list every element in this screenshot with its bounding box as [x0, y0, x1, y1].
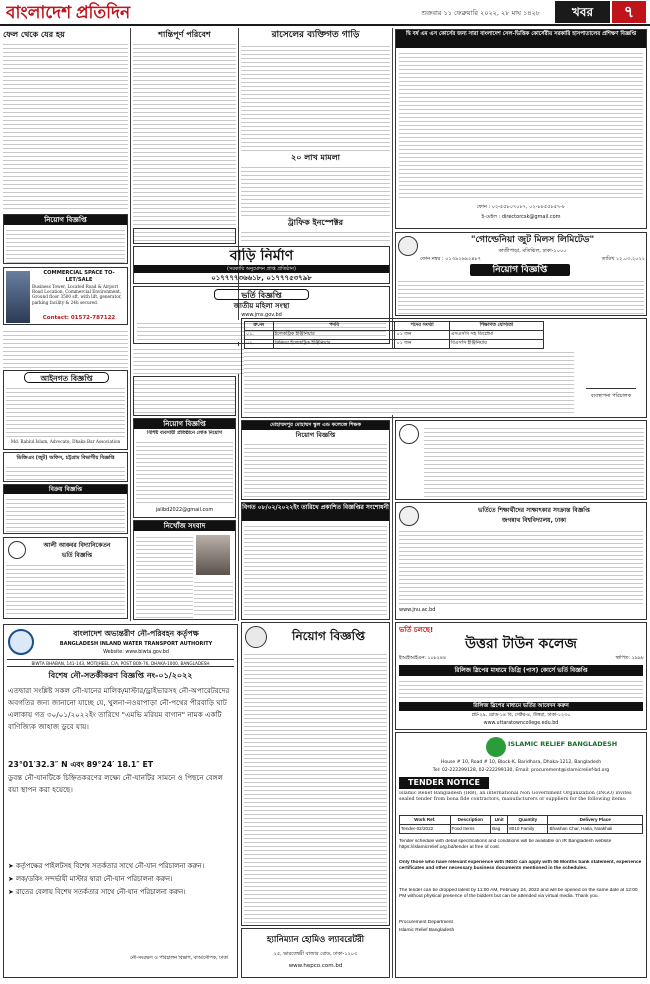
- table-cell: ইলেকট্রিক ইঞ্জিনিয়ার: [273, 331, 395, 340]
- teacher-recruit-notice: [241, 420, 390, 500]
- biwta-signer: নৌ-সংরক্ষণ ও পরিচালন বিভাগ, বাআনৌপক, ঢাকা: [130, 956, 228, 961]
- table-cell: সিনিয়র ইলেকট্রিক ইঞ্জিনিয়ার: [273, 340, 395, 349]
- col1-notice-box: [3, 214, 128, 264]
- university-notice: [395, 502, 647, 620]
- table-cell: ০১ জন: [395, 331, 449, 340]
- table-cell: ০১ জন: [395, 340, 449, 349]
- col2-recruit-title: নিয়োগ বিজ্ঞপ্তি: [134, 419, 235, 429]
- tender-cell: Bag: [491, 825, 508, 834]
- tender-signer-2: Islamic Relief Bangladesh: [399, 928, 455, 933]
- biwta-org-en: BANGLADESH INLAND WATER TRANSPORT AUTHORITY: [59, 641, 213, 647]
- section-label: খবর: [555, 1, 610, 23]
- land-ad-subtitle: (সরকারি অনুমোদন প্রাপ্ত প্রতিষ্ঠান): [134, 265, 389, 273]
- list-item: ➤ লক/ডকিং সন্দর্ভাযী মাস্টার দ্বারা নৌ-যান পরিচালনা করুন।: [8, 875, 173, 883]
- land-ad-title: বাড়ি নির্মাণ: [229, 248, 294, 264]
- table-cell: ০২.: [245, 340, 274, 349]
- missing-person-notice: [133, 520, 236, 620]
- islamic-relief-logo: [486, 737, 506, 757]
- land-notice-logo: [399, 424, 419, 444]
- jute-mills-table-wrap: [241, 318, 647, 418]
- correction-notice: [241, 502, 390, 620]
- institute-contact: ফোন : ০২-৫৫৮০৭০৮৭, ০২-৮৮৫৫৮৫৭-৮: [476, 204, 566, 210]
- jute-division-notice: [3, 452, 128, 482]
- jute-mills-phone: ফোন নম্বর : ০১৩৯২৬৯২৪৮৭: [420, 256, 481, 262]
- land-ad: [133, 246, 390, 284]
- table-cell: বিএসসি ইঞ্জিনিয়ার: [449, 340, 543, 349]
- table-row: [245, 331, 544, 340]
- tender-body: Tender schedule with detail specifications and conditions will be available on IR Bangladesh website https://islamicrelief.org.bd/tender at free of cost.: [399, 839, 612, 850]
- table-row: [245, 340, 544, 349]
- school-admission-notice: [3, 537, 128, 619]
- list-item: ➤ রাতের বেলায় বিশেষ সতর্কতার সাথে নৌ-যান পরিচালনা করুন।: [8, 888, 186, 896]
- missing-person-title: নিখোঁজ সংবাদ: [134, 521, 235, 531]
- tender-body-bold: Only those who have relevant experience with INGO can apply with 06 Months bank statement, experience certificates and other necessary business documents mentioned in the schedules.: [399, 860, 642, 871]
- uttara-release-banner-2: রিলিজ স্লিপের মাধ্যমে ভর্তির আবেদন করুন: [399, 702, 643, 711]
- law-notice: [3, 370, 128, 450]
- uttara-eiin: ইআইআইএন: ১০৮২৪৪: [399, 656, 447, 661]
- col2-recruit-notice: [133, 418, 236, 518]
- uttara-release-banner: রিলিজ স্লিপের মাধ্যমে ডিগ্রি (পাস) কোর্সে ভর্তি বিজ্ঞপ্তি: [399, 665, 643, 676]
- biwta-bullet-list: [8, 861, 233, 951]
- land-ad-phone: ০১৭৭৭৭৩৬৬১৮, ০১৭৭৭৫৩৭৯৮: [211, 274, 312, 282]
- tender-org-address: House # 10, Road # 10, Block-K, Baridhara, Dhaka-1212, Bangladesh: [440, 760, 602, 765]
- govt-logo: [245, 626, 267, 648]
- admission-title: ভর্তি বিজ্ঞপ্তি: [214, 289, 309, 300]
- missing-person-photo: [196, 535, 230, 575]
- biwta-body: এতদ্বারা সংশ্লিষ্ট সকল নৌ-যানের মালিক/মাস্টার/ড্রাইভারসহ নৌ-অপারেটরদের অবগতির জন্য জানানো যাচ্ছে যে, খুলনা-নওয়াপাড়া নৌ-পথের পীরবাড়ি ঘাট এলাকায় গত ৩০/০১/২০২২ইং তারিখে "এমভি মরিয়ম বাগান" নামক একটি বাণিজ্যিক জাহাজ ডুবে যায়।: [8, 686, 230, 731]
- admission-org: জাতীয় মহিলা সংস্থা: [233, 302, 290, 310]
- tender-header: Work Ref.: [400, 816, 451, 825]
- school-subtitle: ভর্তি বিজ্ঞপ্তি: [61, 552, 93, 559]
- uttara-title: উত্তরা টাউন কলেজ: [465, 636, 577, 652]
- col1-notice-title: নিয়োগ বিজ্ঞপ্তি: [4, 215, 127, 225]
- col2-recruit-subtitle: বিশিষ্ট ব্যবসায়ী প্রতিষ্ঠানে লোক নিয়োগ: [147, 431, 222, 436]
- col3-article-body: [241, 43, 390, 151]
- jute-mills-logo: [398, 236, 418, 256]
- admission-url[interactable]: www.jms.gov.bd: [241, 312, 282, 318]
- law-notice-sign: Md. Rabiul Islam, Advocate, Dhaka Bar Association: [10, 439, 121, 444]
- uttara-banner: ভর্তি চলছে!: [399, 626, 434, 634]
- commercial-ad-text: Business Tower, Located Road & Airport Road Location, Commercial Environment, Ground floor 3500 sft. with lift, generator, parking facility & 24h secured.: [32, 284, 122, 305]
- govt-recruit-title: নিয়োগ বিজ্ঞপ্তি: [292, 629, 365, 643]
- uttara-website[interactable]: www.uttaratowncollege.edu.bd: [483, 721, 559, 726]
- col3-article-body-3: [241, 229, 390, 243]
- biwta-logo: [8, 629, 34, 655]
- university-title: জগন্নাথ বিশ্ববিদ্যালয়, ঢাকা: [501, 517, 567, 524]
- col2-small-ad: [133, 228, 236, 244]
- teacher-recruit-title: মোহাম্মদপুর মোহাম্মদ স্কুল এন্ড কলেজে শিক্ষক: [242, 421, 389, 430]
- building-image: [6, 271, 30, 323]
- table-cell: ০১.: [245, 331, 274, 340]
- tender-header: Unit: [491, 816, 508, 825]
- institute-notice-title: দ্বি বর্ষ এম এস কোর্সের জন্য সারা বাংলাদেশ সেল-ভিত্তিক কোর্সেরীয় সরকারি হাসপাতালের প্রশিক্ষণ বিজ্ঞপ্তি: [396, 30, 646, 48]
- tender-header: Description: [450, 816, 491, 825]
- teacher-recruit-subtitle: নিয়োগ বিজ্ঞপ্তি: [295, 431, 336, 439]
- law-notice-title: আইনগত বিজ্ঞপ্তি: [24, 372, 109, 383]
- biwta-notice-title: বিশেষ নৌ-সতর্কীকরণ বিজ্ঞপ্তি নং-০১/২০২২: [48, 671, 193, 680]
- jute-mills-body: [398, 278, 644, 314]
- commercial-space-ad: [3, 267, 128, 325]
- school-title: আলী আকবর বিদ্যানিকেতন: [43, 542, 111, 549]
- commercial-ad-title: COMMERCIAL SPACE TO-LET/SALE: [43, 270, 115, 283]
- tender-title: TENDER NOTICE: [399, 777, 489, 789]
- col1-text-block: [3, 328, 128, 368]
- tender-deadline: The tender can be dropped latest by 11:00 AM, February 24, 2022 and will be opened on the same date at 12:00 PM without physical presence of the bidders but can be attended via virtual media. Thank you.: [399, 888, 638, 899]
- date-line: শুক্রবার ১১ ফেব্রুয়ারি ২০২২, ২৮ মাঘ ১৪২৮: [421, 9, 540, 17]
- table-header: পদের সংখ্যা: [395, 322, 449, 331]
- jute-mills-title: "গোল্ডেনিয়া জুট মিলস লিমিটেড": [470, 235, 595, 245]
- tender-org-tel: Tel: 02-222299128, 02-222299130, Email: procurement@islamicrelief-bd.org: [432, 768, 610, 773]
- col3-headline: রাসেলের ব্যক্তিগত গাড়ি: [271, 30, 360, 40]
- tender-intro: Islamic Relief Bangladesh (IRB), an international Non Government Organization (INGO) invites sealed tender from bona fide contractors, manufacturers or suppliers for the following items:: [399, 791, 632, 802]
- tender-cell: Bhashan Char, Hatia, Noakhali: [548, 825, 643, 834]
- uttara-college-ad: [395, 622, 647, 730]
- institute-notice: [395, 29, 647, 229]
- col1-headline: ফেল থেকে যের হয়: [3, 30, 65, 39]
- jute-mills-recruit-title: নিয়োগ বিজ্ঞপ্তি: [470, 264, 570, 276]
- biwta-notice: [3, 624, 238, 978]
- table-header: ক্র.নং: [245, 322, 274, 331]
- col1-article-body: [3, 41, 128, 211]
- university-url[interactable]: www.jnu.ac.bd: [399, 607, 436, 613]
- tender-cell: 8010 Family: [508, 825, 548, 834]
- jute-mills-date: তারিখ ১২.০৩.২০২২: [601, 256, 645, 262]
- signature-mark: [586, 373, 636, 389]
- col2-ad-red: [133, 376, 236, 416]
- masthead: [0, 0, 650, 26]
- hepco-name: হ্যানিম্যান হোমিও ল্যাবরেটরী: [266, 935, 365, 945]
- signature-caption: ব্যবস্থাপনা পরিচালক: [590, 393, 632, 399]
- column-rule: [130, 28, 131, 621]
- col2-headline: শান্তিপূর্ণ পরিবেশ: [158, 30, 211, 39]
- table-cell: এসএসসি সহ ডিপ্লোমা: [449, 331, 543, 340]
- col3-subheadline: ২০ লাখ মামলা: [291, 153, 340, 162]
- col3-article-body-2: [241, 164, 390, 216]
- list-item: ➤ কর্তৃপক্ষের পাইলটসহ বিশেষ সতর্কতার সাথে নৌ-যান পরিচালনা করুন।: [8, 862, 204, 870]
- jute-mills-table: [244, 321, 544, 349]
- biwta-website[interactable]: Website: www.biwta.gov.bd: [103, 650, 169, 655]
- institute-email[interactable]: ই-মেইল : directorcsk@gmail.com: [481, 214, 561, 220]
- land-notice: [395, 420, 647, 500]
- biwta-org-bn: বাংলাদেশ অভ্যন্তরীণ নৌ-পরিবহন কর্তৃপক্ষ: [73, 629, 199, 638]
- govt-recruit-notice: [241, 622, 390, 926]
- table-row: [400, 825, 643, 834]
- biwta-coordinates: 23°01′32.3″ N এবং 89°24′ 18.1″ ET: [8, 760, 154, 769]
- tender-cell: Food Items: [450, 825, 491, 834]
- tender-table: [399, 815, 643, 834]
- tender-header: Delivery Place: [548, 816, 643, 825]
- page-number: ৭: [612, 1, 646, 23]
- tender-header: Quantity: [508, 816, 548, 825]
- hepco-website[interactable]: www.hepco.com.bd: [288, 963, 343, 969]
- jute-mills-address: কাজীপাড়া, মতিঝিল, ঢাকা-১০০০: [498, 248, 567, 254]
- jute-division-title: ডিজিএম (জুট) অফিস, চট্টগ্রাম বিভাগীয় বিজ্ঞপ্তি: [16, 455, 115, 461]
- col2-article-body: [133, 41, 236, 226]
- table-header: শিক্ষাগত যোগ্যতা: [449, 322, 543, 331]
- university-logo: [399, 506, 419, 526]
- uttara-est: স্থাপিত: ১৯৯৮: [615, 656, 644, 661]
- correction-title: বিগত ০৮/০২/২০২২ইং তারিখে প্রকাশিত বিজ্ঞপ্তির সংশোধনী: [242, 503, 389, 521]
- commercial-ad-contact: Contact: 01572-787122: [42, 315, 116, 321]
- sale-notice-title: বিক্রয় বিজ্ঞপ্তি: [4, 485, 127, 494]
- tender-org-name: ISLAMIC RELIEF BANGLADESH: [508, 740, 618, 748]
- sale-notice: [3, 484, 128, 534]
- university-subtitle: ভর্তিতে শিক্ষার্থীদের সাক্ষাৎকার সংক্রান্ত বিজ্ঞপ্তি: [478, 507, 590, 514]
- uttara-address: প্লট-২৯, রোড-১৪ বি, সেক্টর-৪, উত্তরা, ঢাকা-১২৩০: [471, 713, 571, 718]
- tender-cell: Tender-02/2022: [400, 825, 451, 834]
- col2-recruit-email[interactable]: jalibd2022@gmail.com: [155, 507, 214, 513]
- table-header: পদবি: [273, 322, 395, 331]
- traffic-headline: ট্রাফিক ইনস্পেক্টর: [287, 218, 344, 227]
- biwta-address: BIWTA BHABAN, 141-143, MOTIJHEEL C/A, POST BOX-76, DHAKA-1000, BANGLADESH: [7, 659, 234, 667]
- column-rule: [392, 28, 393, 978]
- tender-signer-1: Procurement Department: [399, 920, 453, 925]
- hepco-footer: [241, 928, 390, 978]
- hepco-address: ২৫, ভারতেশ্বরী বাজার রোড, ঢাকা-১২০৩: [273, 951, 358, 957]
- tender-notice: [395, 732, 647, 978]
- newspaper-logo: বাংলাদেশ প্রতিদিন: [6, 3, 131, 22]
- school-logo: [8, 541, 26, 559]
- biwta-body-2: ডুবন্ত নৌ-যানটিকে চিহ্নিতকরণের লক্ষ্যে নৌ-যানটির সামনে ও পিছনে বেঙ্গল বয়া স্থাপন করা হয়েছে।: [8, 773, 223, 794]
